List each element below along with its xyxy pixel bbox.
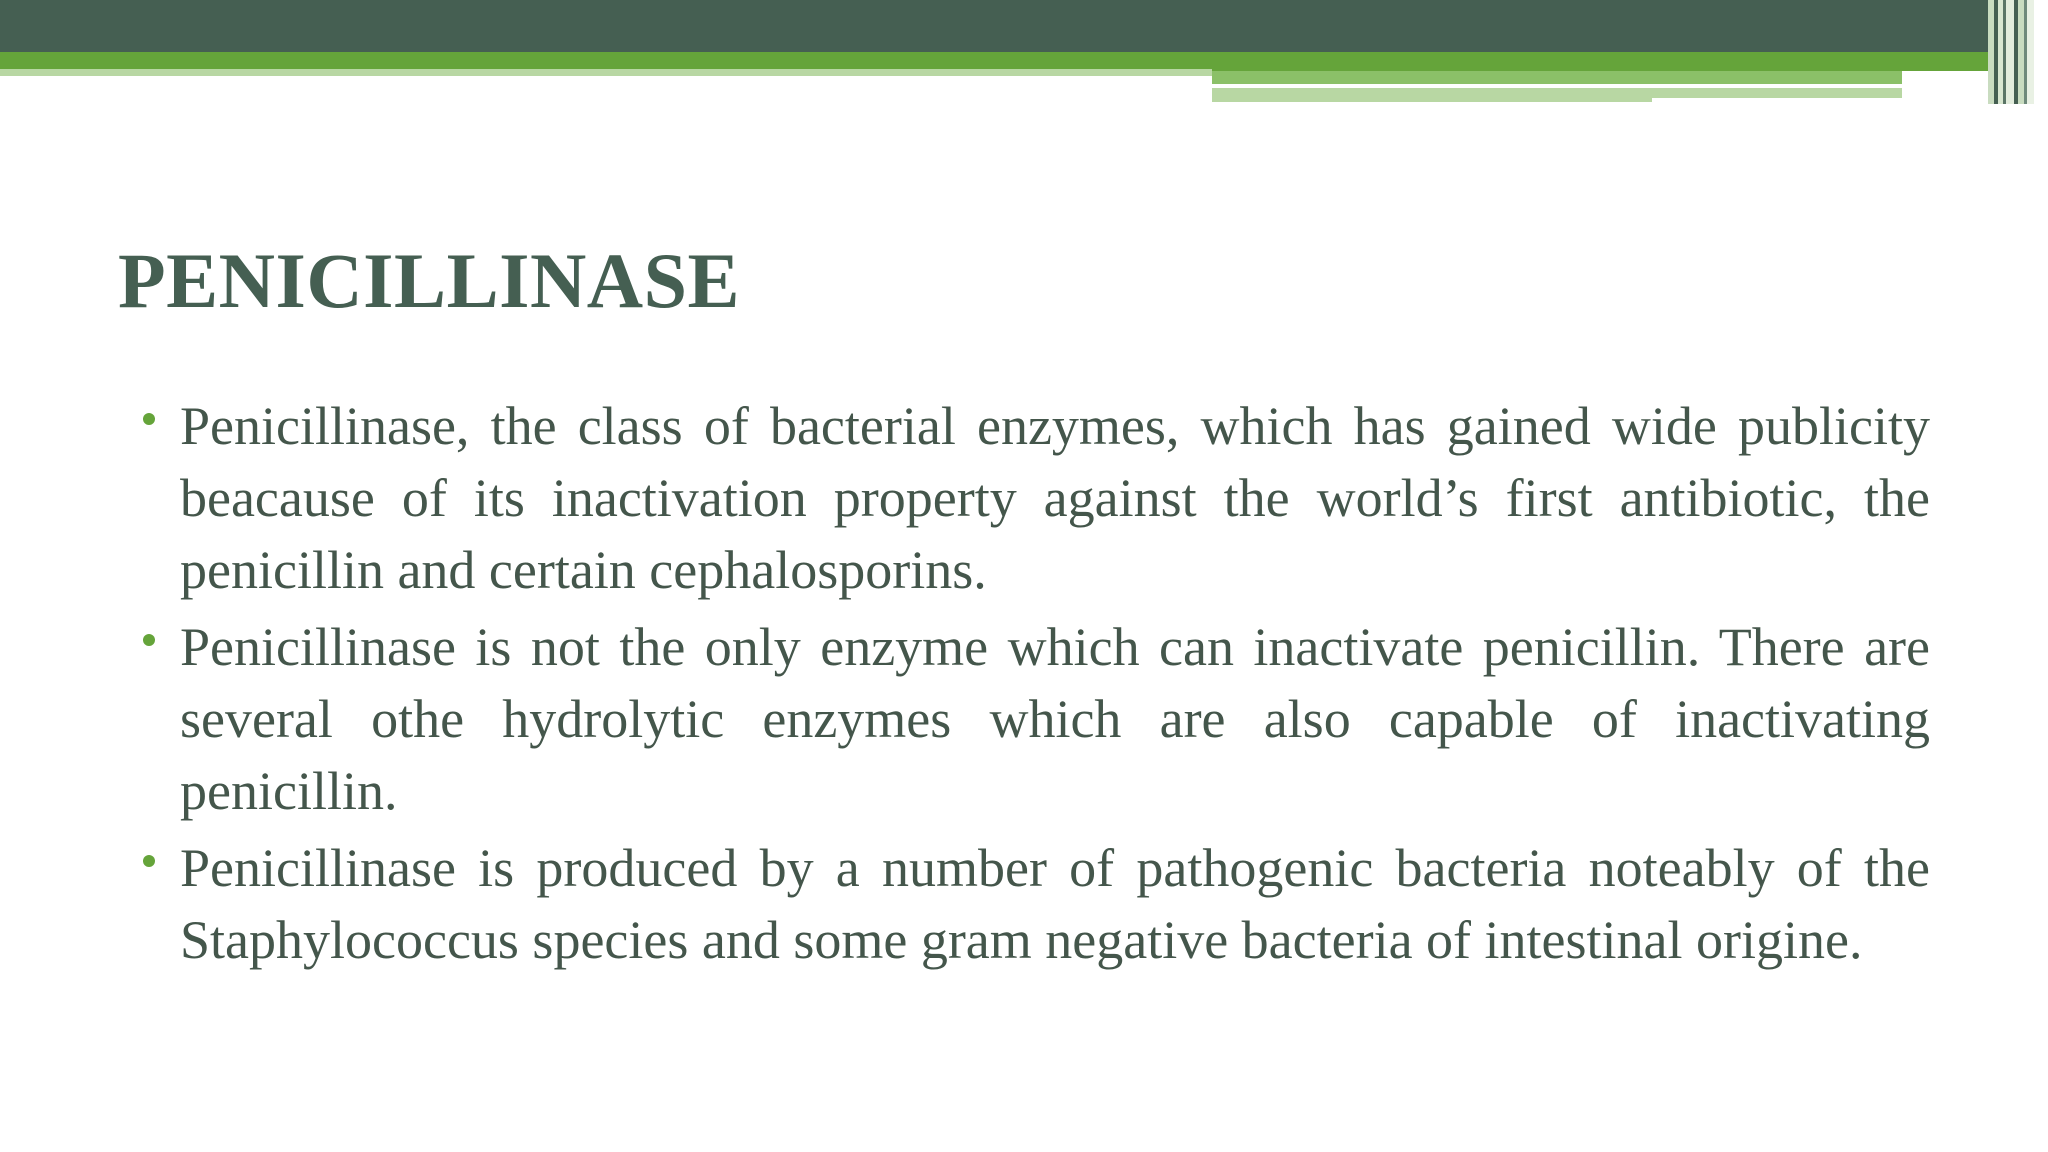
list-item [135, 611, 1930, 827]
bullet-text: Penicillinase is produced by a number of pathogenic bacteria noteably of the Staphylococcus species and some gram negative bacteria of intestinal origine. [180, 838, 1930, 970]
header-stripes-decoration [1988, 0, 2048, 104]
header-accent-under [1212, 88, 1652, 102]
bullet-icon [143, 634, 155, 646]
bullet-text: Penicillinase, the class of bacterial enzymes, which has gained wide publicity beacause of its inactivation property against the world’s first antibiotic, the penicillin and certain cephalosporins. [180, 396, 1930, 600]
header-band-dark [0, 0, 2048, 52]
bullet-icon [143, 855, 155, 867]
slide-title: PENICILLINASE [118, 237, 741, 324]
header-accent-under-short [1652, 88, 1902, 98]
bullet-list [135, 390, 1930, 981]
header-band-light [0, 69, 1212, 76]
list-item [135, 832, 1930, 976]
bullet-text: Penicillinase is not the only enzyme which can inactivate penicillin. There are several othe hydrolytic enzymes which are also capable of inactivating penicillin. [180, 617, 1930, 821]
header-accent-block [1212, 71, 1902, 84]
bullet-icon [143, 413, 155, 425]
list-item [135, 390, 1930, 606]
